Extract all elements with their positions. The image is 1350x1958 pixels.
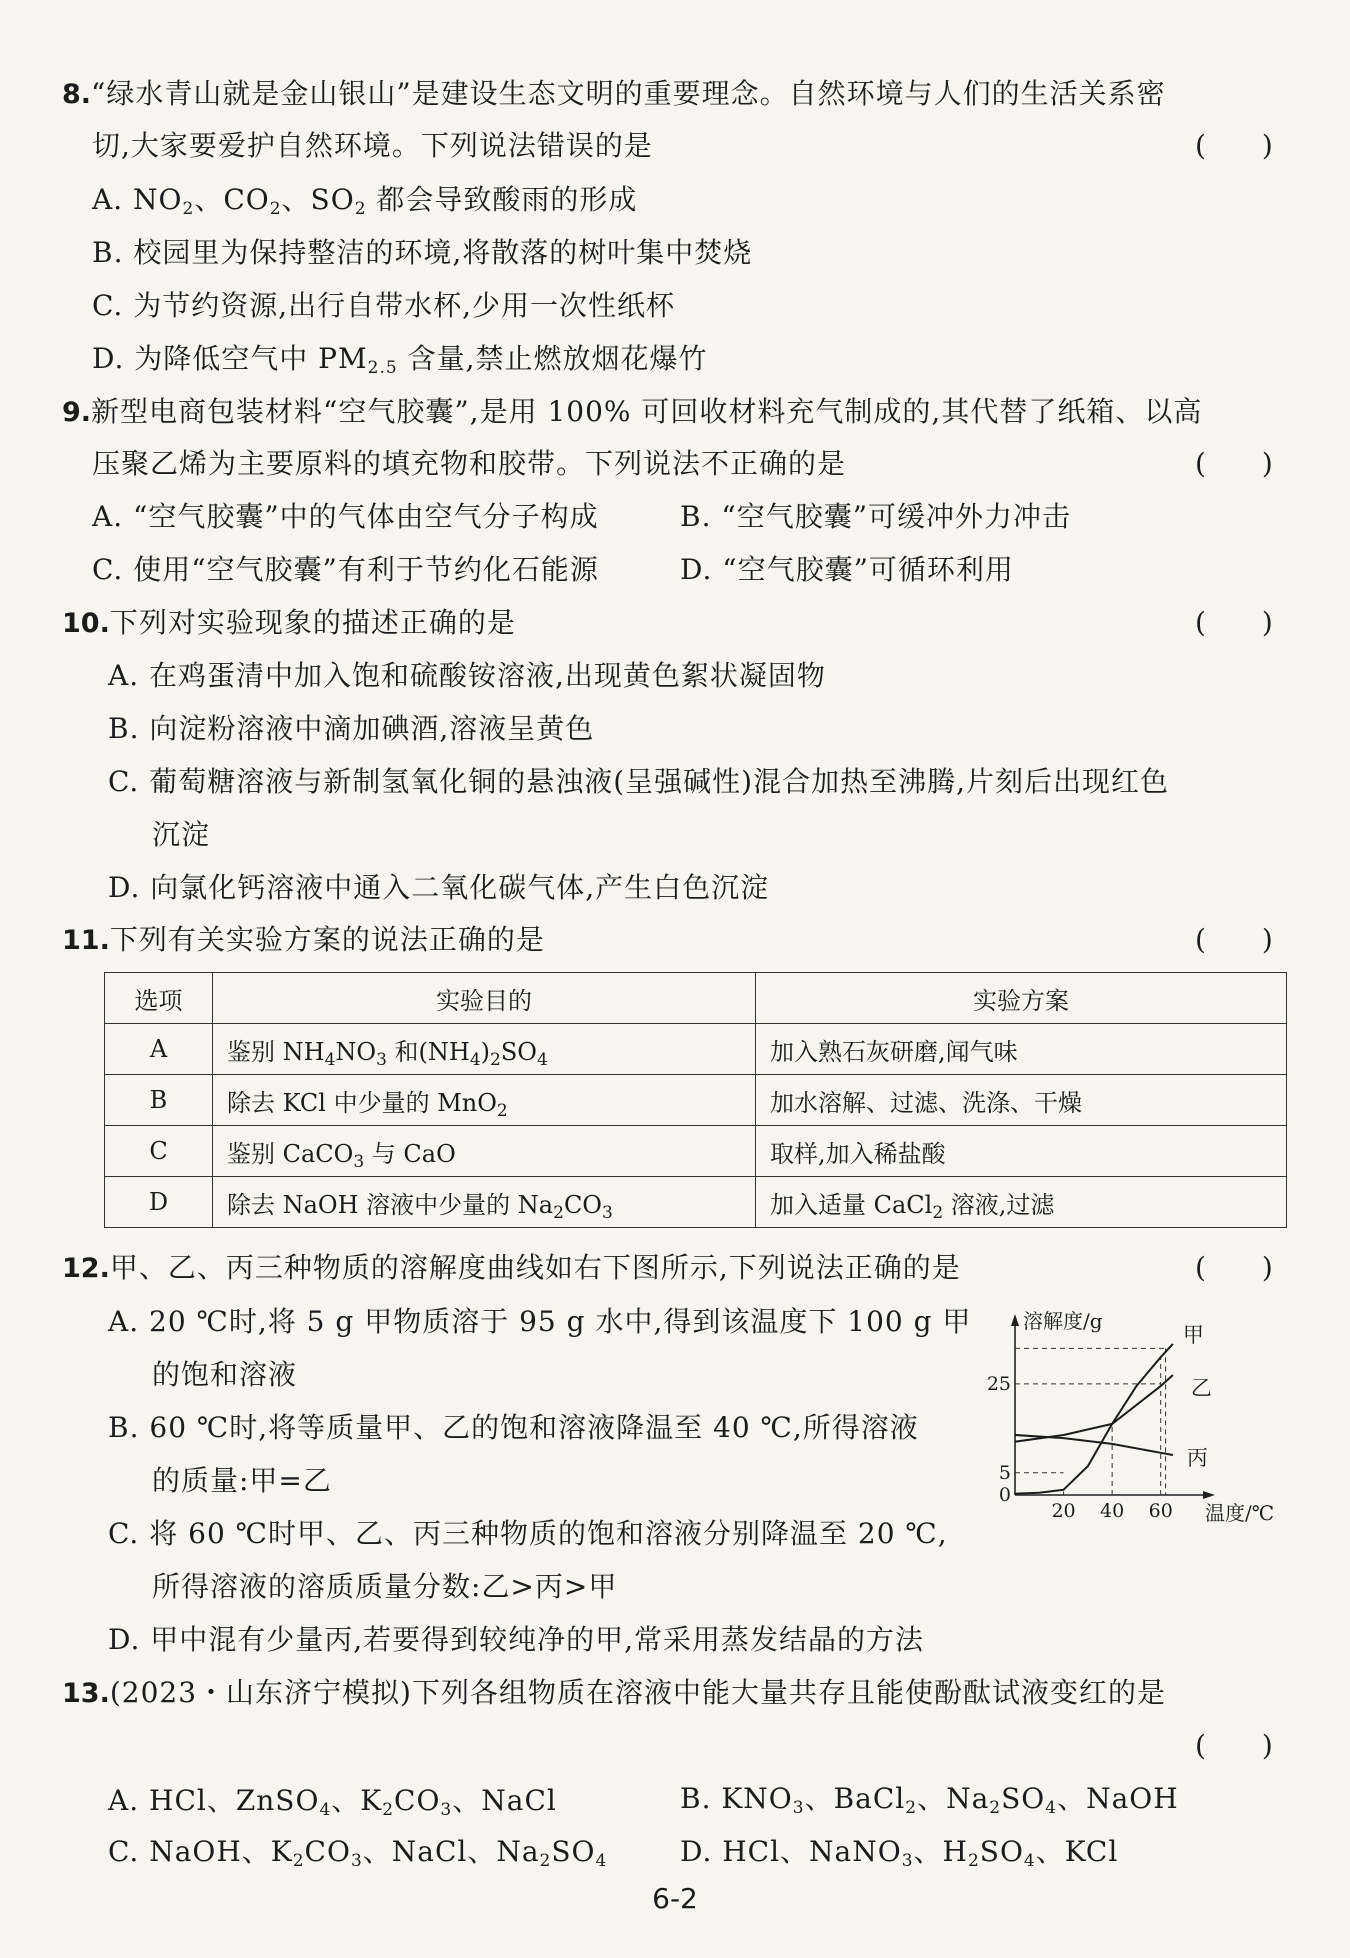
- x-tick-label: 60: [1148, 1500, 1173, 1522]
- q12-option-d: D. 甲中混有少量丙,若要得到较纯净的甲,常采用蒸发结晶的方法: [108, 1623, 925, 1656]
- q12-option-c-line1: C. 将 60 ℃时甲、乙、丙三种物质的饱和溶液分别降温至 20 ℃,: [108, 1517, 948, 1550]
- q10-option-c-line1: C. 葡萄糖溶液与新制氢氧化铜的悬浊液(呈强碱性)混合加热至沸腾,片刻后出现红色: [108, 765, 1169, 798]
- table-header-row: [105, 973, 1287, 1024]
- q10-option-c-line2: 沉淀: [152, 818, 211, 851]
- y-tick-label: 5: [998, 1461, 1011, 1484]
- x-axis-arrow: [1203, 1491, 1215, 1499]
- q13-stem: 13.(2023・山东济宁模拟)下列各组物质在溶液中能大量共存且能使酚酞试液变红的是: [62, 1676, 1166, 1709]
- q9-option-b: B. “空气胶囊”可缓冲外力冲击: [680, 500, 1072, 533]
- table-row: [105, 1177, 1287, 1228]
- q12-option-a-line2: 的饱和溶液: [152, 1358, 298, 1391]
- q12-stem: 12.甲、乙、丙三种物质的溶解度曲线如右下图所示,下列说法正确的是: [62, 1251, 961, 1284]
- q11-answer-paren: ( ): [1195, 923, 1273, 956]
- q9-answer-paren: ( ): [1195, 447, 1273, 480]
- table-row: [105, 1075, 1287, 1126]
- series-label-甲: 甲: [1182, 1322, 1204, 1347]
- q10-number: 10.: [62, 608, 110, 639]
- q10-option-b: B. 向淀粉溶液中滴加碘酒,溶液呈黄色: [108, 712, 595, 745]
- q12-option-a-line1: A. 20 ℃时,将 5 g 甲物质溶于 95 g 水中,得到该温度下 100 g 甲: [108, 1305, 972, 1338]
- solubility-chart: [975, 1300, 1295, 1532]
- table-cell-purpose: 除去 NaOH 溶液中少量的 $Na_2CO_3$: [213, 1177, 756, 1228]
- x-tick-label: 20: [1051, 1500, 1076, 1522]
- x-axis-label: 温度/℃: [1205, 1501, 1275, 1525]
- q12-option-b-line1: B. 60 ℃时,将等质量甲、乙的饱和溶液降温至 40 ℃,所得溶液: [108, 1411, 919, 1444]
- q10-option-a: A. 在鸡蛋清中加入饱和硫酸铵溶液,出现黄色絮状凝固物: [108, 659, 826, 692]
- q13-option-a: A. HCl、ZnSO$_4$、$K_2CO_3$、NaCl: [108, 1784, 557, 1820]
- q13-answer-paren: ( ): [1195, 1729, 1273, 1762]
- table-cell-purpose: 除去 KCl 中少量的 MnO$_2$: [213, 1075, 756, 1126]
- q11-stem: 11.下列有关实验方案的说法正确的是: [62, 923, 545, 956]
- q8-answer-paren: ( ): [1195, 129, 1273, 162]
- q12-number: 12.: [62, 1253, 110, 1284]
- q10-stem: 10.下列对实验现象的描述正确的是: [62, 606, 516, 639]
- q8-stem-text1: “绿水青山就是金山银山”是建设生态文明的重要理念。自然环境与人们的生活关系密: [91, 77, 1166, 110]
- table-row: [105, 1126, 1287, 1177]
- q13-option-b: B. $KNO_3$、BaCl$_2$、$Na_2SO_4$、NaOH: [680, 1782, 1179, 1818]
- series-line-甲: [1015, 1344, 1173, 1494]
- q9-number: 9.: [62, 397, 92, 428]
- table-cell-purpose: 鉴别 CaCO$_3$ 与 CaO: [213, 1126, 756, 1177]
- table-cell-plan: 加入熟石灰研磨,闻气味: [756, 1024, 1287, 1075]
- table-cell-option: C: [105, 1126, 213, 1177]
- q9-option-c: C. 使用“空气胶囊”有利于节约化石能源: [92, 553, 599, 586]
- q13-number: 13.: [62, 1678, 110, 1709]
- q11-number: 11.: [62, 925, 110, 956]
- q12-option-c-line2: 所得溶液的溶质质量分数:乙>丙>甲: [152, 1570, 618, 1603]
- q8-option-c: C. 为节约资源,出行自带水杯,少用一次性纸杯: [92, 289, 676, 322]
- table-cell-option: B: [105, 1075, 213, 1126]
- q9-stem-line2: 压聚乙烯为主要原料的填充物和胶带。下列说法不正确的是: [92, 447, 847, 480]
- table-cell-plan: 加入适量 CaCl$_2$ 溶液,过滤: [756, 1177, 1287, 1228]
- x-tick-label: 40: [1100, 1500, 1125, 1522]
- table-cell-purpose: 鉴别 $NH_4NO_3$ 和$(NH_4)_2SO_4$: [213, 1024, 756, 1075]
- q8-option-d: D. 为降低空气中 $PM_{2.5}$ 含量,禁止燃放烟花爆竹: [92, 342, 708, 378]
- table-header-option: 选项: [105, 973, 213, 1024]
- table-cell-plan: 取样,加入稀盐酸: [756, 1126, 1287, 1177]
- q9-option-d: D. “空气胶囊”可循环利用: [680, 553, 1014, 586]
- table-cell-option: A: [105, 1024, 213, 1075]
- page-number: 6-2: [652, 1882, 698, 1915]
- q12-answer-paren: ( ): [1195, 1251, 1273, 1284]
- q9-option-a: A. “空气胶囊”中的气体由空气分子构成: [92, 500, 599, 533]
- y-axis-label: 溶解度/g: [1023, 1309, 1103, 1333]
- y-axis-arrow: [1011, 1314, 1019, 1326]
- q12-option-b-line2: 的质量:甲=乙: [152, 1464, 332, 1497]
- q13-option-c: C. NaOH、$K_2CO_3$、NaCl、$Na_2SO_4$: [108, 1835, 608, 1871]
- table-cell-option: D: [105, 1177, 213, 1228]
- series-label-乙: 乙: [1190, 1376, 1212, 1400]
- table-header-plan: 实验方案: [756, 973, 1287, 1024]
- table-row: [105, 1024, 1287, 1075]
- q9-stem-line1: 9.新型电商包装材料“空气胶囊”,是用 100% 可回收材料充气制成的,其代替了纸箱、以高: [62, 395, 1203, 428]
- y-tick-label: 0: [998, 1484, 1011, 1506]
- q13-option-d: D. HCl、NaNO$_3$、$H_2SO_4$、KCl: [680, 1835, 1119, 1871]
- q8-stem-line2: 切,大家要爱护自然环境。下列说法错误的是: [92, 129, 653, 162]
- table-header-purpose: 实验目的: [213, 973, 756, 1024]
- q8-option-b: B. 校园里为保持整洁的环境,将散落的树叶集中焚烧: [92, 236, 753, 269]
- q8-stem-line1: [62, 74, 1166, 115]
- q8-option-a: A. $NO_2$、$CO_2$、$SO_2$ 都会导致酸雨的形成: [92, 183, 638, 219]
- y-tick-label: 25: [986, 1372, 1011, 1395]
- q10-option-d: D. 向氯化钙溶液中通入二氧化碳气体,产生白色沉淀: [108, 871, 770, 904]
- series-label-丙: 丙: [1186, 1446, 1208, 1470]
- q10-answer-paren: ( ): [1195, 606, 1273, 639]
- q11-table: [104, 972, 1287, 1228]
- series-line-乙: [1015, 1375, 1173, 1442]
- q8-number: 8.: [62, 79, 92, 110]
- table-cell-plan: 加水溶解、过滤、洗涤、干燥: [756, 1075, 1287, 1126]
